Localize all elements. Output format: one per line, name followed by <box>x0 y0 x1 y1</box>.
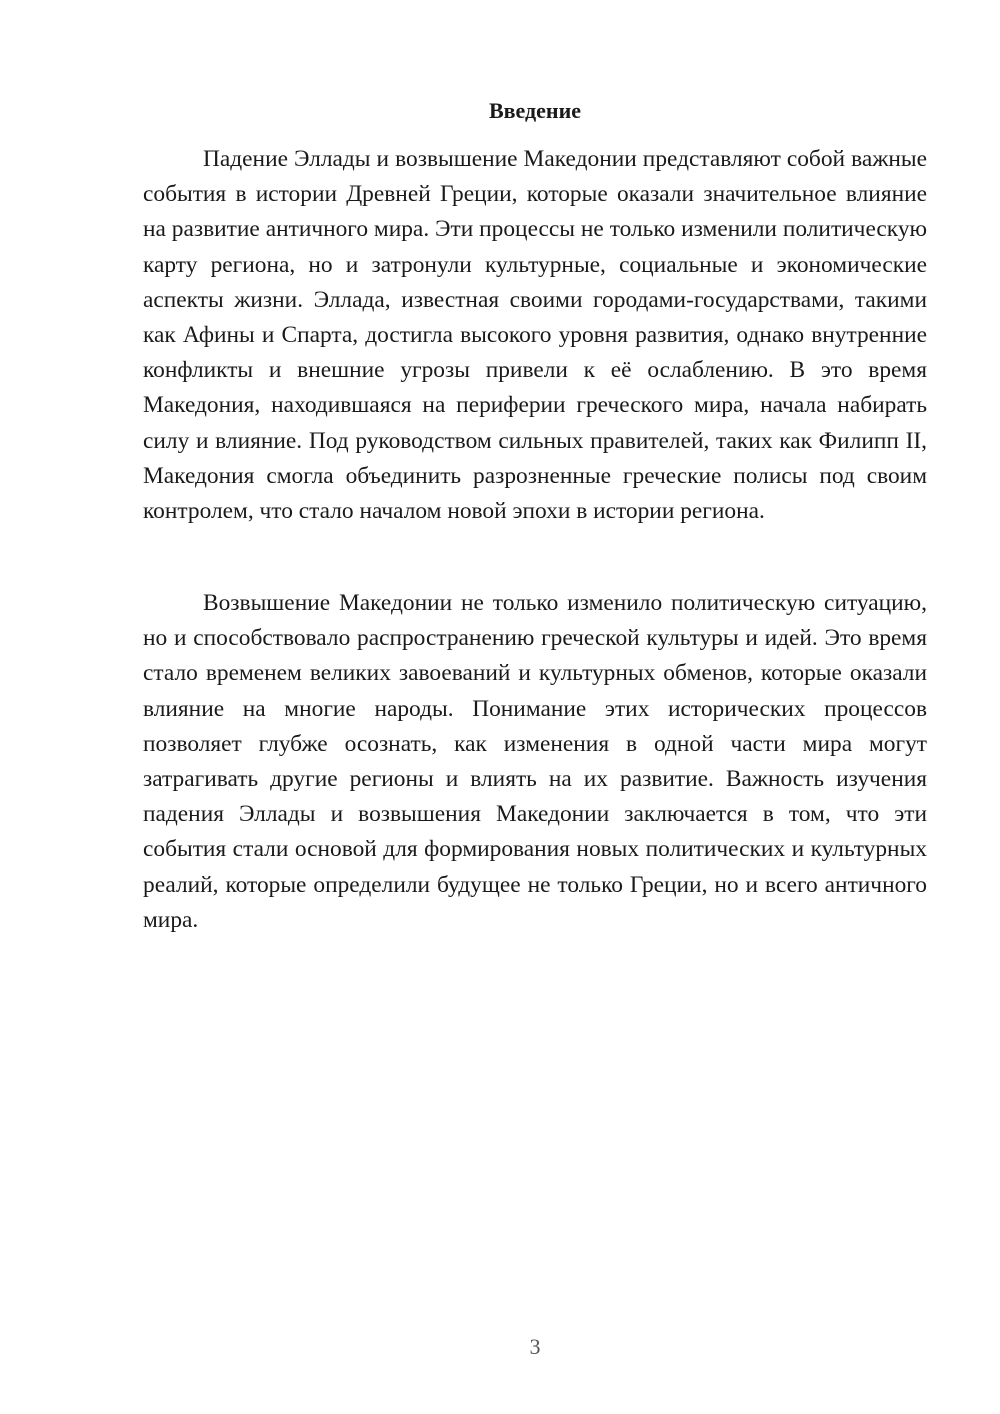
page-number: 3 <box>529 1334 541 1359</box>
section-heading: Введение <box>488 98 582 123</box>
paragraph-1: Падение Эллады и возвышение Македонии представляют собой важные события в истории Древней Греции, которые оказали значительное влияние на развитие античного мира. Эти процессы не только изменили политическую карту региона, но и затронули культурные, социальные и экономические аспекты жизни. Эллада, известная своими городами-государствами, такими как Афины и Спарта, достигла высокого уровня развития, однако внутренние конфликты и внешние угрозы привели к её ослаблению. В это время Македония, находившаяся на периферии греческого мира, начала набирать силу и влияние. Под руководством сильных правителей, таких как Филипп II, Македония смогла объединить разрозненные греческие полисы под своим контролем, что стало началом новой эпохи в истории региона. <box>143 146 927 525</box>
paragraph-2: Возвышение Македонии не только изменило политическую ситуацию, но и способствовало распространению греческой культуры и идей. Это время стало временем великих завоеваний и культурных обменов, которые оказали влияние на многие народы. Понимание этих исторических процессов позволяет глубже осознать, как изменения в одной части мира могут затрагивать другие регионы и влиять на их развитие. Важность изучения падения Эллады и возвышения Македонии заключается в том, что эти события стали основой для формирования новых политических и культурных реалий, которые определили будущее не только Греции, но и всего античного мира. <box>143 590 927 933</box>
